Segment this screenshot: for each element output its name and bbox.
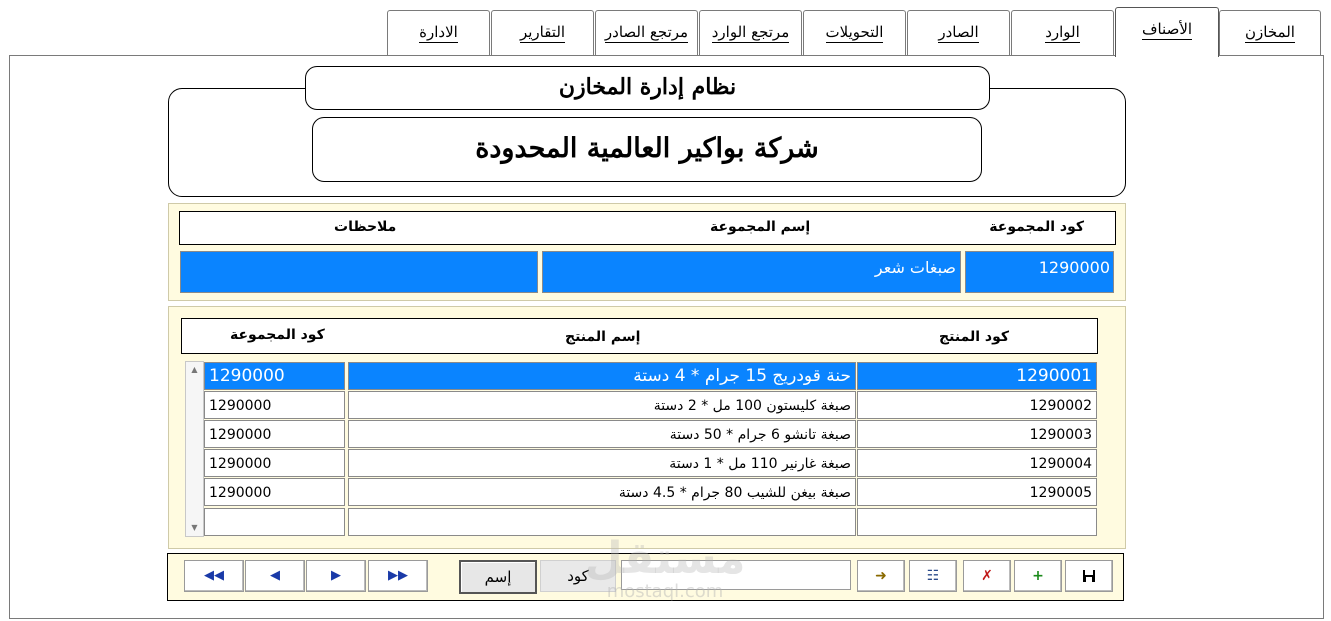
product-name-cell[interactable]: صبغة كليستون 100 مل * 2 دستة [348,391,856,419]
tab-outgoing-returns[interactable] [595,10,698,56]
tab-outgoing[interactable] [907,10,1010,56]
delete-record-icon[interactable]: ✗ [963,560,1011,592]
tab-stores[interactable] [1219,10,1321,56]
save-icon[interactable] [1065,560,1113,592]
tab-incoming[interactable] [1011,10,1114,56]
product-group-cell[interactable]: 1290000 [204,478,345,506]
table-row[interactable] [204,420,1097,448]
product-code-cell[interactable]: 1290002 [857,391,1097,419]
floppy-disk-icon [1082,569,1096,583]
group-code-field[interactable] [965,251,1114,293]
search-input[interactable] [621,560,851,590]
table-row[interactable] [204,449,1097,477]
tab-incoming-returns[interactable] [699,10,802,56]
tab-admin[interactable] [387,10,490,56]
tab-label: الأصناف [1141,20,1193,38]
product-name-cell[interactable]: حنة قودريج 15 جرام * 4 دستة [348,362,856,390]
find-icon[interactable]: ☷ [909,560,957,592]
products-header-bar [181,318,1098,354]
tab-label: التحويلات [825,23,884,41]
tab-reports[interactable] [491,10,594,56]
table-row[interactable] [204,478,1097,506]
group-name-header: إسم المجموعة [710,219,811,235]
tab-transfers[interactable] [803,10,906,56]
scroll-up-icon[interactable]: ▲ [191,365,198,374]
product-group-cell[interactable]: 1290000 [204,362,345,390]
next-record-icon[interactable]: ▶ [306,560,366,592]
new-record-icon[interactable]: + [1014,560,1062,592]
product-name-cell[interactable]: صبغة غارنير 110 مل * 1 دستة [348,449,856,477]
previous-record-icon[interactable]: ◀ [245,560,305,592]
product-name-cell[interactable]: صبغة تانشو 6 جرام * 50 دستة [348,420,856,448]
product-name-cell[interactable] [348,508,856,536]
group-notes-header: ملاحظات [334,219,397,235]
product-group-header: كود المجموعة [230,327,325,343]
exit-icon[interactable]: ➜ [857,560,905,592]
search-by-name-button[interactable]: إسم [459,560,537,594]
group-header-bar [179,211,1116,245]
product-code-cell[interactable]: 1290001 [857,362,1097,390]
last-record-icon[interactable]: ▶▶ [368,560,428,592]
products-scrollbar[interactable] [185,361,204,537]
company-name: شركة بواكير العالمية المحدودة [312,117,982,182]
system-title: نظام إدارة المخازن [305,66,990,110]
table-row-new[interactable] [204,508,1097,536]
product-code-cell[interactable]: 1290004 [857,449,1097,477]
product-group-cell[interactable] [204,508,345,536]
toolbar [167,553,1124,601]
tab-label: الوارد [1045,23,1080,41]
group-name-field[interactable] [542,251,961,293]
search-by-code-button[interactable]: كود [540,560,616,592]
tab-items[interactable] [1115,7,1219,57]
product-code-cell[interactable]: 1290003 [857,420,1097,448]
table-row[interactable] [204,391,1097,419]
product-name-cell[interactable]: صبغة بيغن للشيب 80 جرام * 4.5 دستة [348,478,856,506]
first-record-icon[interactable]: ◀◀ [184,560,244,592]
tab-label: الادارة [419,23,458,41]
product-code-header: كود المنتج [939,329,1009,345]
group-code-header: كود المجموعة [989,219,1084,235]
product-code-cell[interactable] [857,508,1097,536]
product-group-cell[interactable]: 1290000 [204,420,345,448]
product-group-cell[interactable]: 1290000 [204,449,345,477]
tab-label: مرتجع الصادر [604,23,689,41]
scroll-down-icon[interactable]: ▼ [191,523,198,532]
tab-label: مرتجع الوارد [711,23,790,41]
product-name-header: إسم المنتج [565,329,641,345]
group-name-value: صبغات شعر [874,258,956,277]
table-row[interactable] [204,362,1097,390]
tab-label: الصادر [938,23,979,41]
group-code-value: 1290000 [1038,258,1110,277]
tab-label: التقارير [519,23,566,41]
group-notes-field[interactable] [180,251,538,293]
product-group-cell[interactable]: 1290000 [204,391,345,419]
tab-label: المخازن [1245,23,1295,41]
product-code-cell[interactable]: 1290005 [857,478,1097,506]
watermark-logo: مستقل mostaql.com [584,533,746,602]
